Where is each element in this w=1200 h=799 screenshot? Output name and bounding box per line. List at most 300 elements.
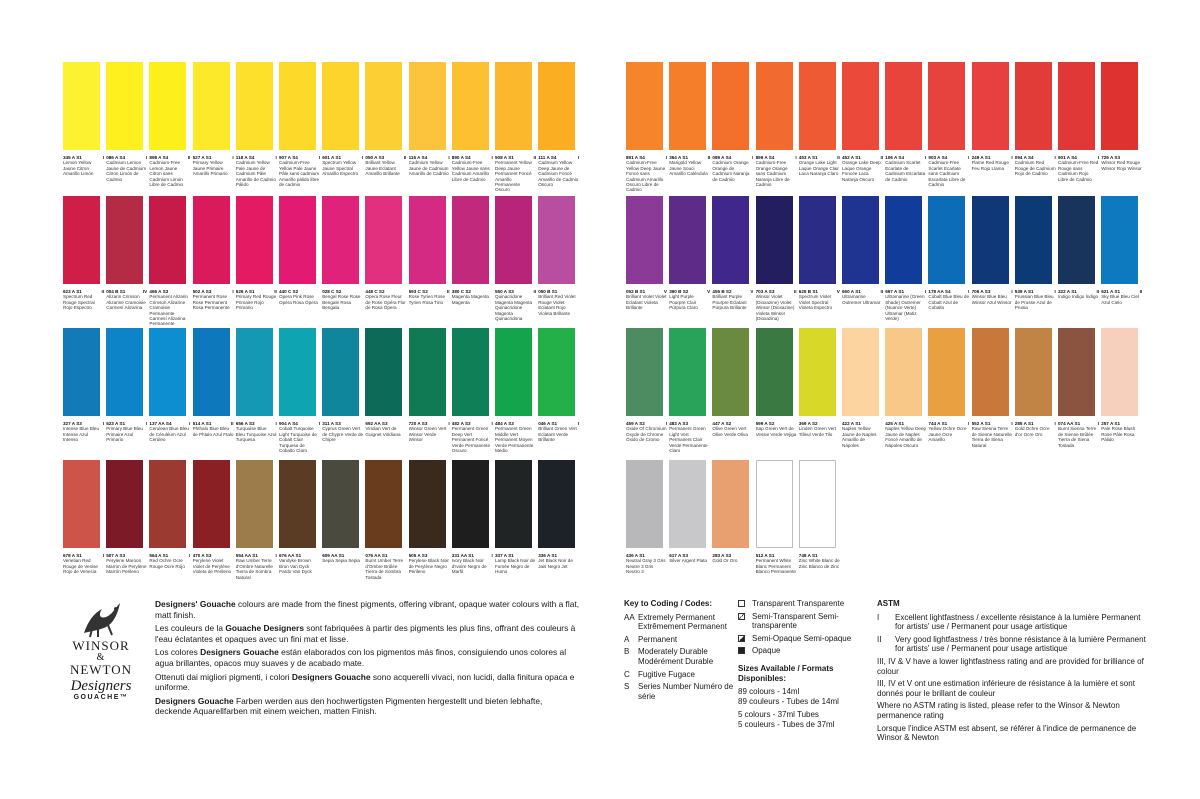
swatch-label (885, 421, 926, 448)
swatch-series: 678 A S1 (63, 553, 82, 558)
swatch-label (409, 553, 450, 575)
transparency-key (738, 599, 858, 734)
size-line: 5 colours - 37ml Tubes (738, 710, 819, 720)
swatch-label (756, 155, 797, 187)
swatch-label (626, 155, 667, 193)
swatch-series: 106 A S4 (885, 155, 904, 160)
key-code: AA (624, 612, 635, 622)
key-code: S (624, 682, 630, 692)
swatch-name: Naples Yellow Jaune de Naples Amarillo de Nápoles (842, 426, 877, 448)
color-swatch (452, 62, 489, 150)
swatch-series: 283 A S3 (712, 553, 732, 558)
size-line: 89 colours - 14ml (738, 687, 800, 697)
swatch-astm: I (577, 421, 580, 426)
swatch-series: 482 A S3 (451, 421, 471, 426)
swatch-label (626, 421, 667, 443)
swatch-name: Prussian Blue Bleu de Prusse Azul de Prusia (1014, 294, 1054, 311)
swatch-astm: I (795, 155, 797, 160)
designers-wordmark: Designers (70, 678, 132, 694)
swatch-label (279, 155, 320, 187)
swatch-series: 466 A S3 (149, 289, 169, 294)
astm-code: II (877, 634, 882, 644)
swatch-name: Intense Blue Bleu Intense Azul Intenso (63, 426, 100, 443)
color-swatch (63, 62, 100, 150)
swatch-astm: II (1139, 289, 1143, 294)
swatch-label (538, 553, 579, 569)
key-meaning: Extremely Permanent Extrêmement Permanent (638, 612, 727, 632)
color-swatch (322, 460, 359, 548)
swatch-series: 523 A S1 (106, 421, 125, 426)
color-swatch (106, 460, 143, 548)
astm-code: I (877, 612, 880, 622)
swatch-name: Naples Yellow Deep Jaune de Naples Foncé Amarillo de Nápoles Oscuro (885, 426, 927, 448)
swatch-label (972, 421, 1013, 448)
swatch-label (149, 421, 190, 443)
color-swatch (1015, 196, 1052, 284)
swatch-name: Permanent Green Deep Vert Permanent Foncé Verde Permanente Oscuro (451, 426, 491, 454)
swatch-astm: II (187, 155, 191, 160)
swatch-name: Pale Rose Blush Rose Pâle Rosa Pálido (1101, 426, 1136, 443)
astm-meaning: Very good lightfastness / très bonne résistance à la lumière Permanent for artists' use / Permanent pour usage artistique (895, 634, 1146, 654)
color-swatch (1058, 196, 1095, 284)
swatch-astm: II (837, 155, 840, 160)
color-swatch (365, 62, 402, 150)
swatch-series: 076 AA S1 (365, 553, 388, 558)
swatch-series: 459 A S2 (626, 421, 645, 426)
intro-text (155, 599, 580, 720)
color-swatch (538, 328, 575, 416)
color-swatch (409, 460, 446, 548)
swatch-series: 364 A S1 (669, 155, 688, 160)
transparency-row (738, 612, 858, 631)
color-swatch (712, 196, 749, 284)
swatch-label (626, 289, 667, 311)
swatch-label (842, 421, 883, 448)
swatch-name: Opera Pink Rose Opéra Rosa Ópera (279, 294, 318, 305)
coding-key (624, 599, 734, 704)
swatch-name: Cadmium Lemon Jaune de Cadmium Citron Limón de Cadmio (106, 160, 147, 182)
swatch-label (322, 155, 363, 177)
swatch-name: Oxide Of Chromium Oxyde de Chrome Óxido de Cromo (626, 426, 667, 443)
swatch-series: 593 C S2 (408, 289, 428, 294)
swatch-astm: I (318, 155, 320, 160)
intro-it (155, 672, 580, 693)
swatch-label (799, 155, 840, 177)
color-swatch (1058, 328, 1095, 416)
swatch-series: 118 A S4 (235, 155, 255, 160)
key-row (624, 670, 734, 680)
swatch-astm: I (1054, 289, 1056, 294)
swatch-label (322, 289, 363, 311)
swatch-series: 453 A S1 (798, 155, 818, 160)
swatch-series: 094 A S4 (1014, 155, 1034, 160)
swatch-label (322, 421, 363, 443)
intro-es-b: están elaborados con los pigmentos más finos, consiguiendo unos colores al agua brillantes, opacos muy suaves y de acabado mate. (155, 647, 567, 668)
swatch-series: 111 A S4 (538, 155, 557, 160)
intro-it-b: sono acquerelli vivaci, non lucidi, dalla finitura opaca e uniforme. (155, 671, 575, 693)
swatch-astm: I (1097, 421, 1099, 426)
color-swatch (452, 460, 489, 548)
swatch-label (106, 553, 147, 575)
swatch-name: Perylene Maroon Marron de Perylène Marrón Perileno (106, 558, 147, 575)
swatch-name: Lemon Yellow Jaune Citron Amarillo Limón (63, 160, 94, 177)
swatch-name: Orange Lake Deep Laque Orange Foncée Laca Naranja Oscuro (842, 160, 881, 182)
color-swatch (538, 460, 575, 548)
swatch-series: 331 AA S1 (451, 553, 474, 558)
swatch-series: 660 A S1 (842, 289, 861, 294)
swatch-series: 550 A S3 (495, 289, 514, 294)
swatch-series: 425 A S1 (885, 421, 904, 426)
swatch-name: Zinc White Blanc de Zinc Blanco de Zinc (798, 558, 840, 569)
swatch-name: Spectrum Red Rouge Spectral Rojo Espectro (63, 294, 95, 311)
swatch-name: Rose Tyrien Rose Tyrien Rosa Tirio (408, 294, 446, 305)
swatch-astm: I (577, 155, 580, 160)
swatch-astm: I (1011, 155, 1013, 160)
swatch-series: 004 B S1 (106, 289, 126, 294)
size-line: 89 couleurs - Tubes de 14ml (738, 696, 839, 706)
swatch-label (972, 289, 1013, 305)
swatch-label (756, 553, 797, 575)
swatch-name: Opera Rose Fleur de Rose Opéra Flor de Rosa Ópera (365, 294, 406, 311)
brand-line-1: WINSOR (72, 638, 130, 653)
color-swatch (1101, 62, 1138, 150)
astm-title: ASTM (877, 599, 900, 608)
swatch-name: Lamp Black Noir de Fumée Negro de Humo (495, 558, 536, 575)
swatch-series: 470 A S3 (192, 553, 212, 558)
color-swatch (322, 62, 359, 150)
swatch-label (1101, 289, 1142, 305)
semi-opaque-icon (738, 635, 745, 642)
swatch-astm: II (533, 155, 536, 160)
key-code: B (624, 647, 630, 657)
swatch-series: 086 A S4 (106, 155, 125, 160)
swatch-label (1015, 289, 1056, 311)
swatch-label (193, 421, 234, 437)
swatch-series: 552 A S1 (971, 421, 991, 426)
swatch-astm: V (836, 289, 840, 294)
swatch-label (452, 155, 493, 182)
color-swatch (712, 460, 749, 548)
swatch-label (279, 553, 320, 575)
swatch-astm: I (145, 155, 148, 160)
color-swatch (712, 62, 749, 150)
intro-en-text: colours are made from the finest pigments, offering vibrant, opaque water colours with a flat, matt finish. (155, 599, 580, 620)
swatch-name: Cadmium-Free Orange Orange sans Cadmium Naranja Libre de Cadmio (755, 160, 790, 188)
color-swatch (193, 328, 230, 416)
swatch-label (322, 553, 363, 564)
swatch-label (799, 289, 840, 311)
color-swatch (669, 62, 706, 150)
swatch-series: 028 C S2 (322, 289, 342, 294)
coding-key-title: Key to Coding / Codes: (624, 599, 712, 608)
swatch-series: 748 A S1 (798, 553, 818, 558)
swatch-series: 178 AA S4 (928, 289, 951, 294)
swatch-astm: I (318, 421, 320, 426)
brand-ampersand: & (96, 652, 106, 663)
swatch-label (106, 421, 147, 443)
winsor-newton-logo (60, 599, 142, 707)
swatch-series: 907 A S4 (279, 155, 298, 160)
color-swatch (756, 62, 793, 150)
color-swatch (626, 196, 663, 284)
swatch-series: 440 C S2 (279, 289, 299, 294)
swatch-astm: I (924, 289, 927, 294)
swatch-series: 380 C S2 (451, 289, 471, 294)
swatch-series: 436 A S1 (626, 553, 645, 558)
swatch-label (409, 289, 450, 305)
swatch-label (149, 155, 190, 187)
transparency-row (738, 646, 858, 656)
swatch-name: Ultramarine (Green Shade) Outremer (Nuance Verte) Ultramar (Matiz Verde) (885, 294, 925, 322)
swatch-label (365, 553, 406, 580)
color-swatch (149, 460, 186, 548)
swatch-label (538, 155, 579, 187)
color-swatch (669, 460, 706, 548)
swatch-name: Burnt Umber Terre d'Ombre Brûlée Tierra de Sombra Tostada (365, 558, 404, 580)
swatch-series: 621 A S1 (1101, 289, 1120, 294)
sizes-group (738, 687, 858, 706)
swatch-astm: II (794, 289, 797, 294)
color-swatch (236, 460, 273, 548)
swatch-name: Yellow Ochre Ocre Jaune Ocre Amarillo (928, 426, 967, 443)
swatch-astm: I (968, 155, 970, 160)
swatch-astm: I (1097, 155, 1099, 160)
color-swatch (669, 328, 706, 416)
swatch-name: Primary Red Rouge Primaire Rojo Primario (235, 294, 277, 311)
swatch-astm: II (1096, 289, 1099, 294)
swatch-name: Cadmium-Free Lemon Jaune Citron sans Cadmium Limón Libre de Cadmio (149, 160, 184, 188)
color-swatch (928, 196, 965, 284)
swatch-astm: I (491, 421, 493, 426)
color-swatch (842, 62, 879, 150)
color-swatch (409, 196, 446, 284)
color-swatch (106, 196, 143, 284)
swatch-astm: I (189, 553, 191, 558)
color-swatch (799, 460, 836, 548)
astm-row (877, 613, 1147, 632)
swatch-name: Winsor Green Vert Winsor Verde Winsor (408, 426, 447, 443)
swatch-series: 512 A S1 (755, 553, 775, 558)
swatch-astm: I (968, 289, 970, 294)
swatch-astm: II (707, 155, 711, 160)
color-swatch (1101, 328, 1138, 416)
swatch-label (495, 421, 536, 453)
intro-fr-b: sont fabriquées à partir des pigments les plus fins, offrant des couleurs à l'eau éclatantes et opaques avec un fini mat et lisse. (155, 623, 576, 644)
intro-fr (155, 623, 580, 644)
color-swatch (756, 328, 793, 416)
swatch-label (1058, 289, 1099, 300)
swatch-series: 527 A S1 (192, 155, 212, 160)
color-swatch (885, 328, 922, 416)
intro-es-bold: Designers Gouache (200, 647, 279, 658)
swatch-name: Brilliant Red Violet Rouge Violet Eclatant Rojo Violeta Brillante (538, 294, 576, 316)
color-swatch (972, 328, 1009, 416)
swatch-label (236, 553, 277, 580)
swatch-astm: I (275, 553, 277, 558)
swatch-name: Raw Umber Terre d'Ombre Naturelle Tierra de Sombra Natural (235, 558, 273, 580)
color-swatch (799, 328, 836, 416)
swatch-astm: I (665, 421, 667, 426)
swatch-astm: I (361, 155, 364, 160)
size-line: 5 couleurs - Tubes de 37ml (738, 719, 835, 729)
swatch-name: Quinacridone Magenta Magenta Quinacridone Magenta Quinacridona (495, 294, 533, 322)
transparent-icon (738, 600, 745, 607)
gouache-wordmark: GOUACHE™ (73, 694, 129, 701)
swatch-label (495, 289, 536, 321)
transparency-label: Semi-Opaque Semi-opaque (752, 633, 852, 643)
swatch-series: 507 A S3 (106, 553, 125, 558)
astm-note: III, IV et V ont une estimation inférieure de résistance à la lumière et sont donnés pour le brillant de couleur (877, 679, 1135, 698)
swatch-name: Venetian Red Rouge de Venise Rojo de Venecia (63, 558, 98, 575)
swatch-label (885, 289, 926, 321)
swatch-name: Primary Yellow Jaune Primaire Amarillo Primario (192, 160, 228, 177)
astm-note: Lorsque l'indice ASTM est absent, se référer à l'indice de permanence de Winsor & Newton (877, 723, 1137, 743)
swatch-label (495, 553, 536, 575)
swatch-series: 899 A S4 (755, 155, 775, 160)
swatch-label (799, 421, 840, 437)
astm-meaning: Excellent lightfastness / excellente résistance à la lumière Permanent for artists' use / Permanent pour usage artistique (895, 612, 1141, 632)
swatch-label (236, 155, 277, 187)
swatch-label (538, 289, 579, 316)
swatch-label (279, 289, 320, 305)
swatch-name: Cadmium Scarlet Ecarlate de Cadmium Escarlata de Cadmio (885, 160, 926, 182)
swatch-label (193, 155, 234, 177)
swatch-name: Spectrum Violet Violet Spectral Violeta Espectro (798, 294, 833, 311)
swatch-astm: I (448, 421, 450, 426)
intro-de-text: Farben werden aus den hochwertigsten Pigmenten hergestellt und bieten lebhafte, deckende Aquarellfarben mit einem weichen, matten Finish. (155, 695, 543, 717)
swatch-label (756, 289, 797, 321)
swatch-name: Cyprus Green Vert de Chypre Verde de Chipre (322, 426, 364, 443)
swatch-series: 903 A S4 (928, 155, 948, 160)
swatch-astm: V (750, 289, 754, 294)
swatch-label (365, 289, 406, 311)
color-swatch (452, 328, 489, 416)
swatch-series: 720 A S3 (408, 421, 428, 426)
swatch-name: Gold Or Oro (712, 558, 738, 564)
swatch-series: 617 A S3 (669, 553, 688, 558)
swatch-name: Cadmium Yellow Jaune de Cadmium Amarillo de Cadmio (408, 160, 449, 177)
key-row (624, 613, 734, 632)
swatch-series: 703 A S3 (755, 289, 775, 294)
swatch-series: 891 A S4 (626, 155, 645, 160)
color-swatch (63, 328, 100, 416)
swatch-label (928, 421, 969, 443)
swatch-astm: I (491, 553, 493, 558)
swatch-series: 455 B S2 (712, 289, 732, 294)
color-swatch (538, 62, 575, 150)
swatch-name: Raw Sienna Terre de Sienne Naturelle Tierra de Siena Natural (971, 426, 1012, 448)
color-swatch (842, 196, 879, 284)
transparency-label: Transparent Transparente (752, 599, 845, 608)
swatch-astm: I (491, 155, 493, 160)
swatch-series: 050 A S3 (365, 155, 385, 160)
swatch-astm: II (231, 421, 234, 426)
intro-es-a: Los colores (155, 647, 201, 658)
color-swatch (236, 196, 273, 284)
swatch-name: Permanent Green Light Vert Permanent Clair Verde Permanente Claro (669, 426, 708, 454)
swatch-label (712, 289, 753, 311)
intro-en-bold: Designers' Gouache (155, 599, 236, 609)
color-swatch (193, 62, 230, 150)
swatch-name: Indigo Indigo Índigo (1058, 294, 1099, 300)
swatch-astm: I (1054, 155, 1056, 160)
swatch-astm: I (102, 553, 104, 558)
swatch-label (452, 553, 493, 575)
swatch-name: Permanent Alizarin Crimson Alizarine Cramoisie Permanente Carmesí Alizarina Permanente (149, 294, 188, 327)
swatch-label (669, 553, 710, 564)
swatch-series: 901 A S4 (1058, 155, 1077, 160)
color-swatch (106, 62, 143, 150)
swatch-series: 447 A S2 (712, 421, 732, 426)
swatch-label (1058, 421, 1099, 448)
color-swatch (1015, 328, 1052, 416)
color-swatch (972, 196, 1009, 284)
opaque-icon (738, 647, 745, 654)
swatch-series: 137 AA S4 (149, 421, 172, 426)
swatch-name: Brilliant Purple Pourpre Eclatant Púrpura Brillante (712, 294, 747, 311)
intro-en (155, 599, 580, 620)
swatch-label (1101, 155, 1142, 171)
intro-de (155, 696, 580, 717)
color-swatch (279, 196, 316, 284)
color-swatch (756, 460, 793, 548)
swatch-name: Permanent White Blanc Permanent Blanco Permanente (755, 558, 796, 575)
swatch-label (149, 553, 190, 569)
swatch-name: Ultramarine Outremer Ultramar (842, 294, 881, 305)
swatch-label (149, 289, 190, 327)
swatch-name: Winsor Blue Bleu Winsor Azul Winsor (971, 294, 1012, 305)
color-swatch (799, 196, 836, 284)
swatch-series: 505 A S3 (408, 553, 428, 558)
color-swatch (452, 196, 489, 284)
swatch-label (626, 553, 667, 575)
swatch-series: 526 A S1 (235, 289, 255, 294)
swatch-series: 609 AA S1 (322, 553, 345, 558)
color-swatch (236, 62, 273, 150)
swatch-label (712, 553, 753, 564)
swatch-series: 327 A S3 (63, 421, 82, 426)
swatch-name: Magenta Magenta Magenta (451, 294, 489, 305)
swatch-label (63, 289, 104, 311)
swatch-name: Cadmium-Free Yellow Jaune sans Cadmium Amarillo Libre de Cadmio (451, 160, 490, 182)
intro-it-bold: Designers Gouache (291, 671, 371, 682)
swatch-series: 115 A S4 (408, 155, 428, 160)
color-swatch (928, 62, 965, 150)
swatch-label (452, 289, 493, 305)
swatch-label (63, 155, 104, 177)
intro-fr-bold: Gouache Designers (225, 623, 304, 634)
swatch-name: Cadmium Orange Orange de Cadmium Naranja de Cadmio (712, 160, 750, 182)
key-meaning: Permanent (638, 634, 678, 644)
color-swatch (626, 460, 663, 548)
swatch-astm: IV (142, 289, 148, 294)
swatch-series: 890 A S4 (451, 155, 471, 160)
transparency-label: Opaque (752, 646, 781, 656)
key-code: A (624, 634, 630, 644)
key-row (624, 682, 734, 701)
color-swatch (365, 328, 402, 416)
swatch-label (63, 421, 104, 443)
swatch-name: Bengal Rose Rose Bengale Rosa Bengala (322, 294, 361, 311)
swatch-label (928, 289, 969, 311)
swatch-astm: II (447, 289, 450, 294)
swatch-astm: V (663, 289, 667, 294)
swatch-series: 249 A S1 (971, 155, 991, 160)
swatch-label (409, 421, 450, 443)
swatch-series: 336 A S1 (538, 553, 557, 558)
swatch-series: 667 A S1 (885, 289, 904, 294)
swatch-astm: I (1011, 289, 1013, 294)
